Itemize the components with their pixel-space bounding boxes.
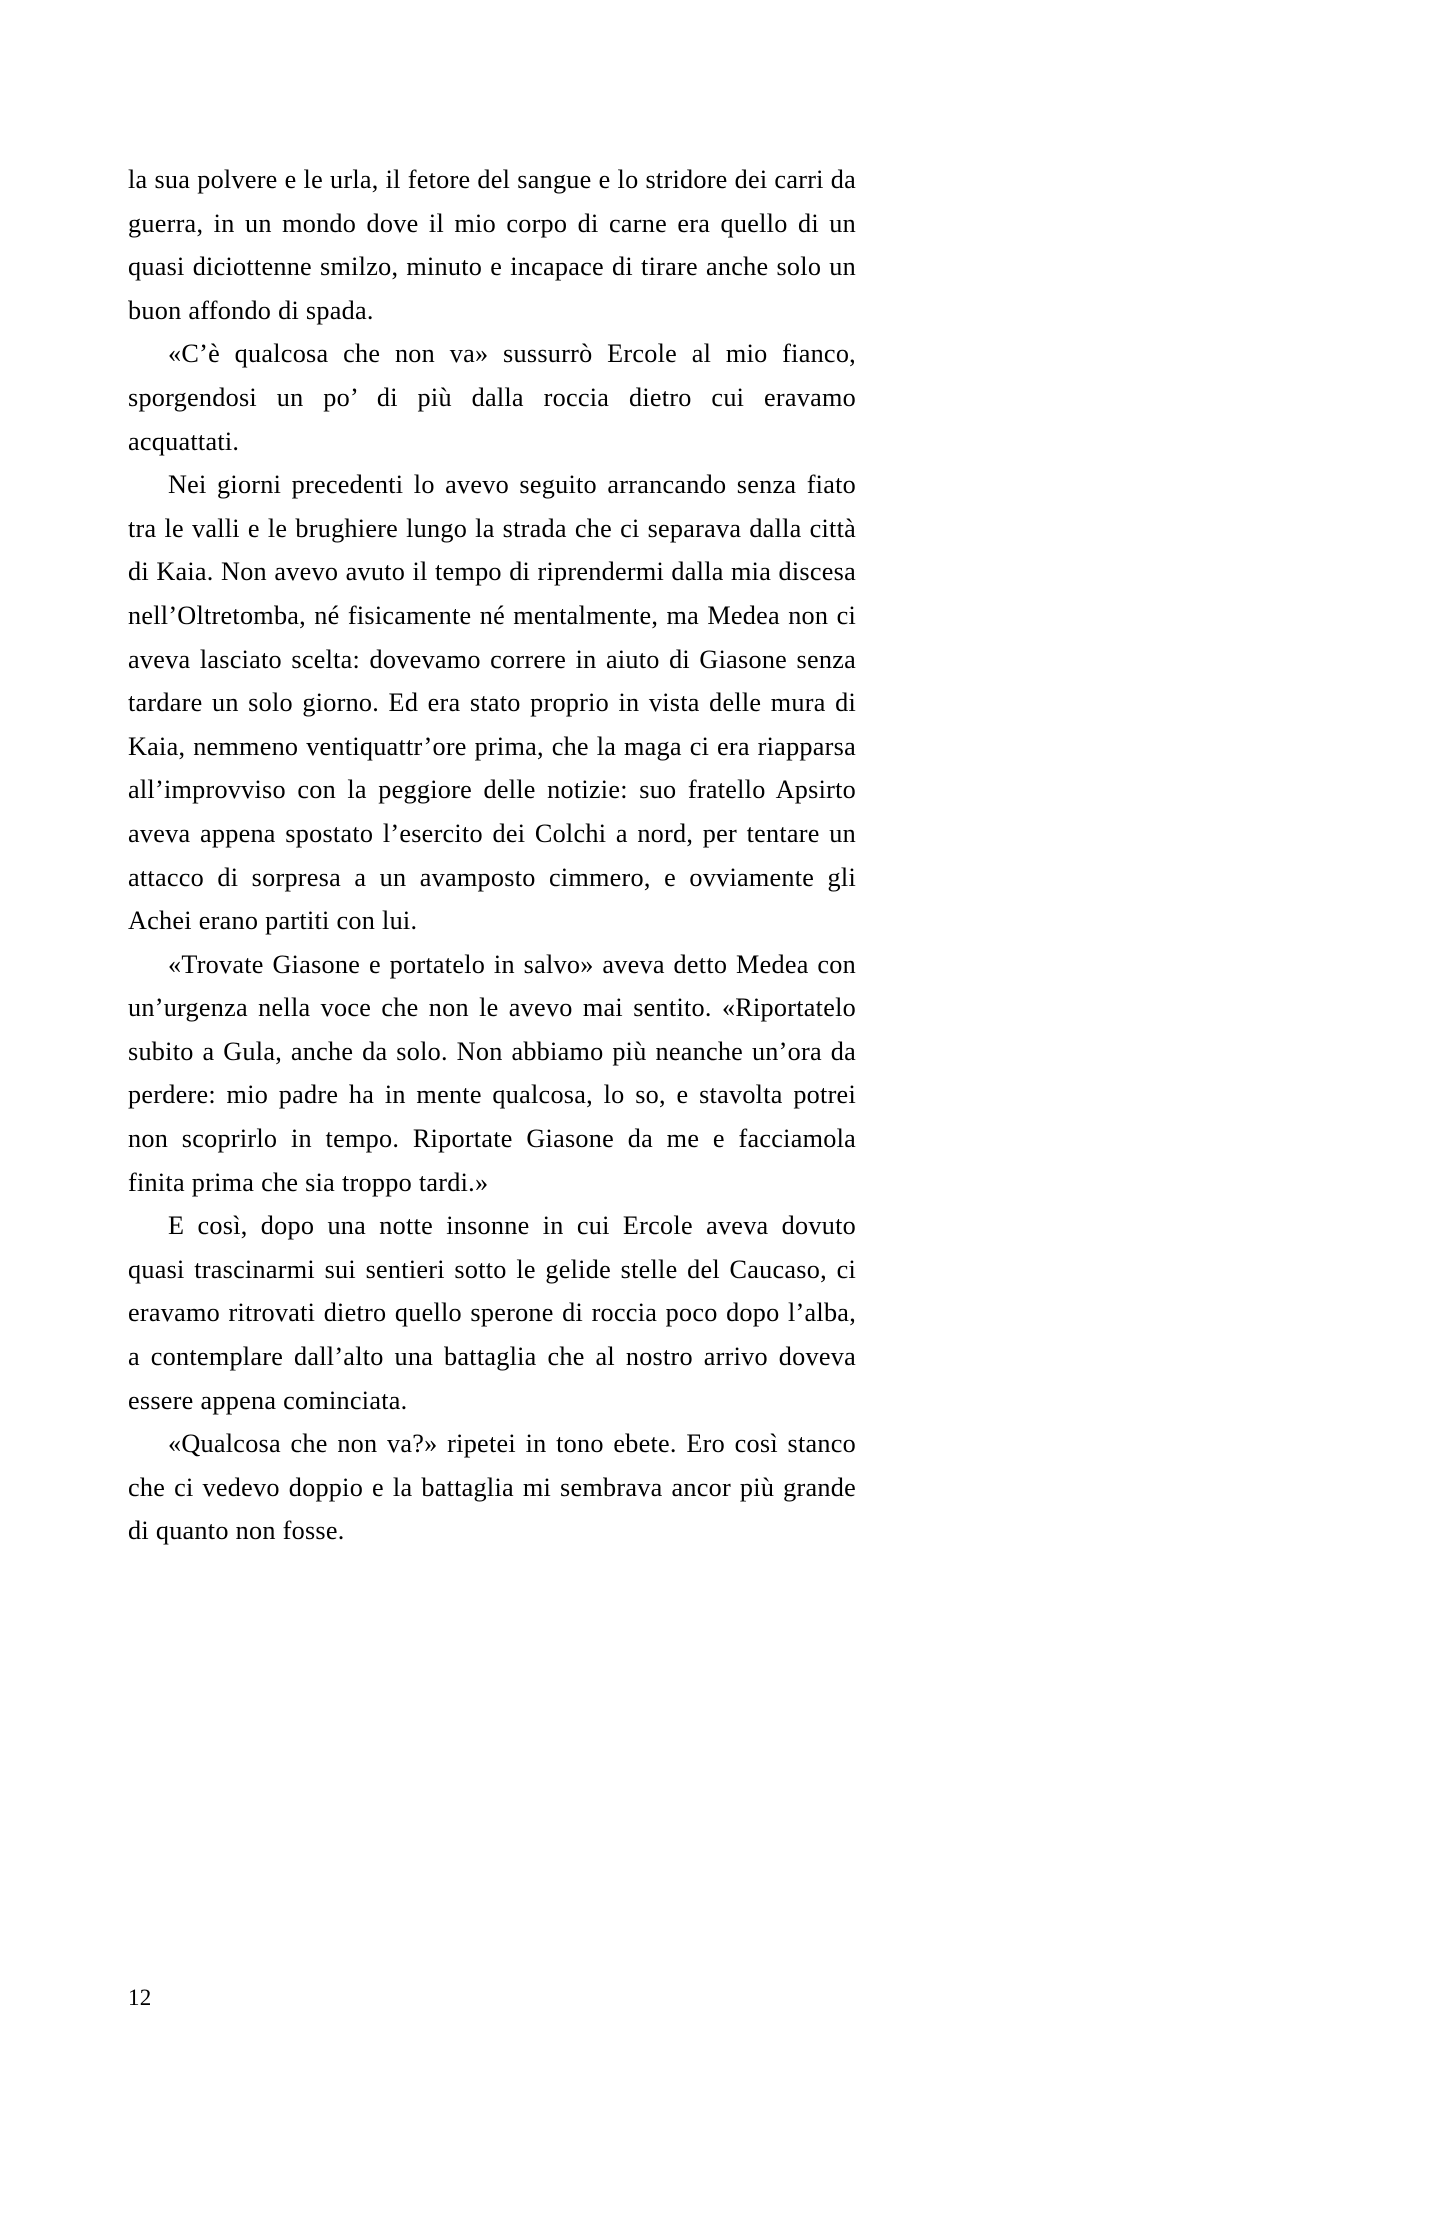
page-text-block [128, 158, 856, 1553]
paragraph-6: «Qualcosa che non va?» ripetei in tono ebete. Ero così stanco che ci vedevo doppio e la battaglia mi sembrava ancor più grande di quanto non fosse. [128, 1429, 856, 1546]
paragraph-4: «Trovate Giasone e portatelo in salvo» aveva detto Medea con un’urgenza nella voce che non le avevo mai sentito. «Riportatelo subito a Gula, anche da solo. Non abbiamo più neanche un’ora da perdere: mio padre ha in mente qualcosa, lo so, e stavolta potrei non scoprirlo in tempo. Riportate Giasone da me e facciamola finita prima che sia troppo tardi.» [128, 949, 856, 1197]
page-number: 12 [128, 1985, 152, 2010]
paragraph-2: «C’è qualcosa che non va» sussurrò Ercole al mio fianco, sporgendosi un po’ di più dalla roccia dietro cui eravamo acquattati. [128, 339, 856, 456]
paragraph-3: Nei giorni precedenti lo avevo seguito arrancando senza fiato tra le valli e le brughiere lungo la strada che ci separava dalla città di Kaia. Non avevo avuto il tempo di riprendermi dalla mia discesa nell’Oltretomba, né fisicamente né mentalmente, ma Medea non ci aveva lasciato scelta: dovevamo correre in aiuto di Giasone senza tardare un solo giorno. Ed era stato proprio in vista delle mura di Kaia, nemmeno ventiquattr’ore prima, che la maga ci era riapparsa all’improvviso con la peggiore delle notizie: suo fratello Apsirto aveva appena spostato l’esercito dei Colchi a nord, per tentare un attacco di sorpresa a un avamposto cimmero, e ovviamente gli Achei erano partiti con lui. [128, 470, 856, 936]
paragraph-5: E così, dopo una notte insonne in cui Ercole aveva dovuto quasi trascinarmi sui sentieri sotto le gelide stelle del Caucaso, ci eravamo ritrovati dietro quello sperone di roccia poco dopo l’alba, a contemplare dall’alto una battaglia che al nostro arrivo doveva essere appena cominciata. [128, 1211, 856, 1415]
paragraph-1: la sua polvere e le urla, il fetore del sangue e lo stridore dei carri da guerra, in un mondo dove il mio corpo di carne era quello di un quasi diciottenne smilzo, minuto e incapace di tirare anche solo un buon affondo di spada. [128, 165, 856, 325]
